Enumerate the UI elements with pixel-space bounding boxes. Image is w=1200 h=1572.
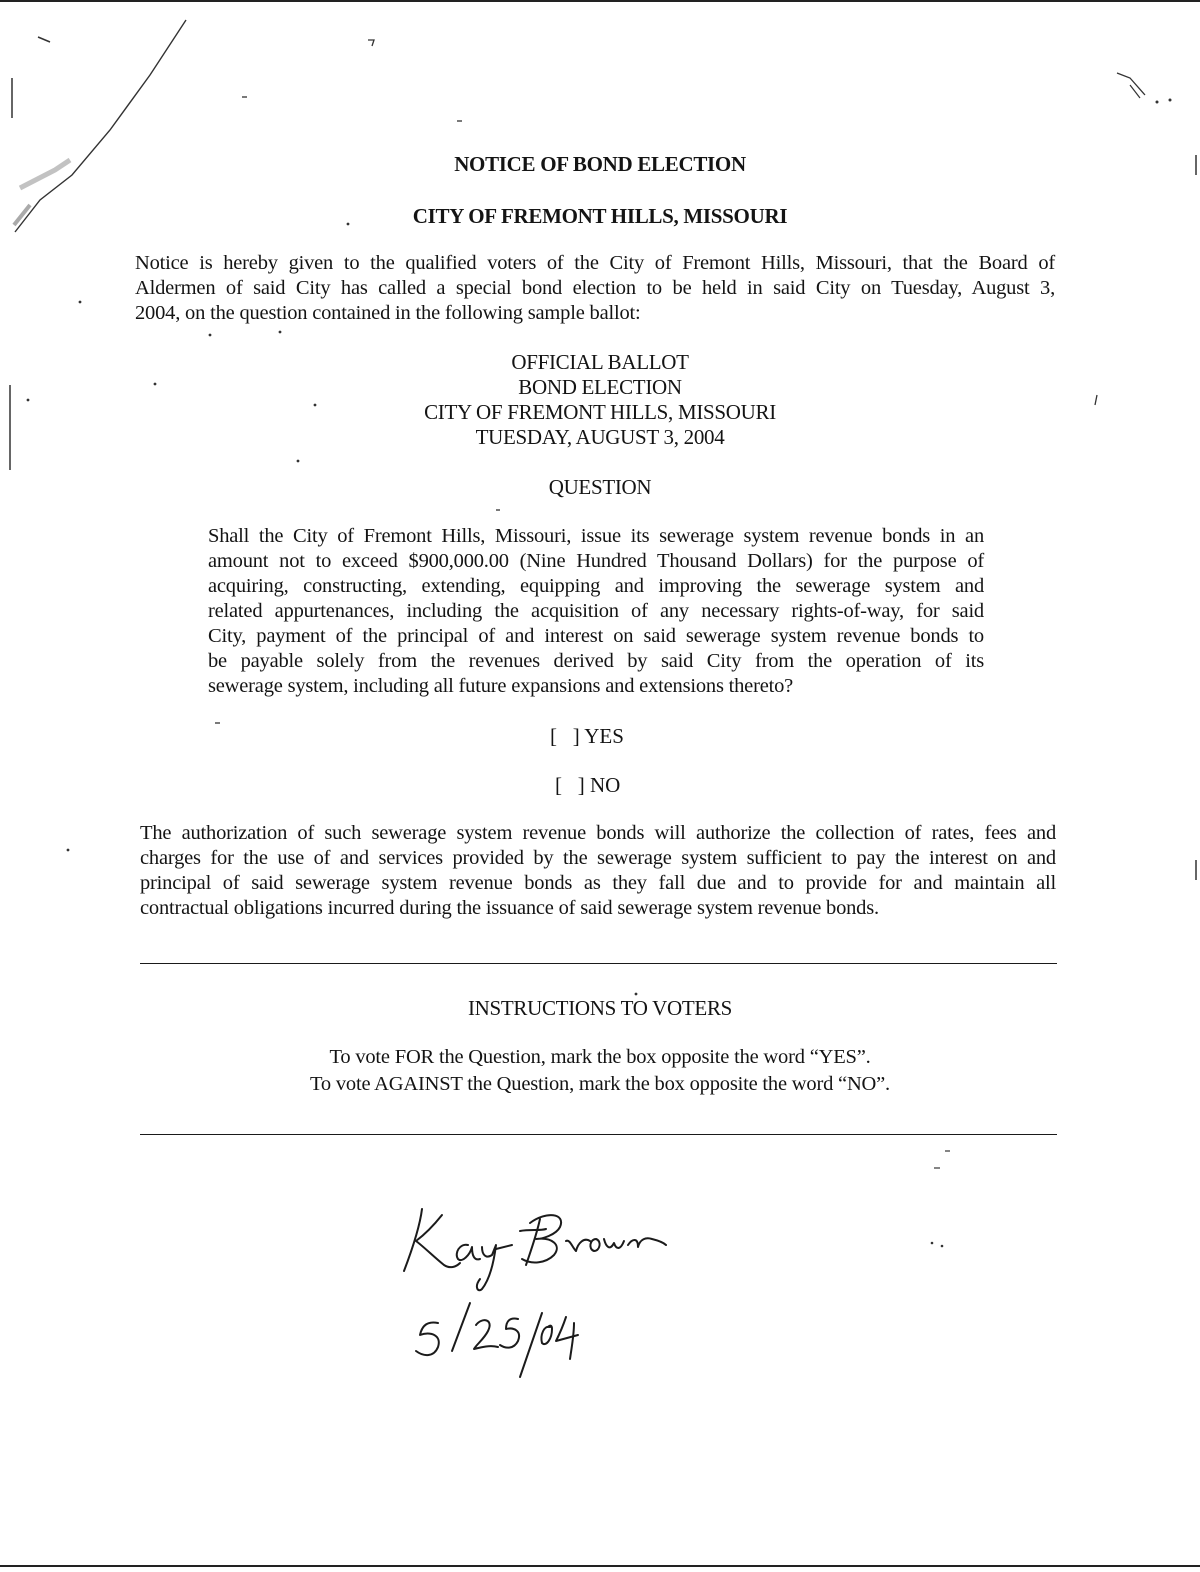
intro-line: 2004, on the question contained in the following sample ballot: — [135, 302, 641, 324]
signature-drawing — [390, 1195, 690, 1395]
instructions-heading: INSTRUCTIONS TO VOTERS — [467, 996, 733, 1020]
question-line: acquiring, constructing, extending, equipping and improving the sewerage system and — [208, 575, 984, 597]
question-line: City, payment of the principal of and interest on said sewerage system revenue bonds to — [208, 625, 984, 647]
authorization-line: contractual obligations incurred during the issuance of said sewerage system revenue bonds. — [140, 897, 879, 919]
question-paragraph — [208, 524, 984, 699]
ballot-header — [0, 350, 1200, 450]
choice-no-label: NO — [590, 773, 621, 797]
authorization-line: charges for the use of and services provided by the sewerage system sufficient to pay the interest on and — [140, 847, 1056, 869]
divider-top — [140, 963, 1057, 964]
intro-paragraph — [135, 251, 1055, 326]
ballot-header-line: BOND ELECTION — [518, 375, 682, 399]
divider-bottom — [140, 1134, 1057, 1135]
choice-yes — [550, 724, 624, 749]
handwritten-signature — [390, 1195, 690, 1400]
checkbox-no: [ ] — [555, 773, 585, 797]
question-line: related appurtenances, including the acquisition of any necessary rights-of-way, for said — [208, 600, 984, 622]
ballot-header-line: TUESDAY, AUGUST 3, 2004 — [475, 425, 725, 449]
question-line: sewerage system, including all future expansions and extensions thereto? — [208, 675, 794, 697]
instruction-line: To vote FOR the Question, mark the box opposite the word “YES”. — [329, 1046, 871, 1068]
intro-line: Aldermen of said City has called a special bond election to be held in said City on Tuesday, August 3, — [135, 277, 1055, 299]
question-line: be payable solely from the revenues derived by said City from the operation of its — [208, 650, 984, 672]
question-line: amount not to exceed $900,000.00 (Nine Hundred Thousand Dollars) for the purpose of — [208, 550, 984, 572]
checkbox-yes: [ ] — [550, 724, 580, 748]
question-line: Shall the City of Fremont Hills, Missouri, issue its sewerage system revenue bonds in an — [208, 525, 984, 547]
intro-line: Notice is hereby given to the qualified voters of the City of Fremont Hills, Missouri, that the Board of — [135, 252, 1055, 274]
ballot-header-line: OFFICIAL BALLOT — [511, 350, 689, 374]
authorization-line: principal of said sewerage system revenue bonds as they fall due and to provide for and maintain all — [140, 872, 1056, 894]
choice-yes-label: YES — [584, 724, 624, 748]
authorization-paragraph — [140, 821, 1056, 921]
choice-no — [555, 773, 620, 798]
notice-title: NOTICE OF BOND ELECTION — [454, 152, 746, 176]
ballot-header-line: CITY OF FREMONT HILLS, MISSOURI — [424, 400, 776, 424]
instruction-line: To vote AGAINST the Question, mark the box opposite the word “NO”. — [310, 1073, 890, 1095]
instructions-body — [0, 1044, 1200, 1098]
city-heading: CITY OF FREMONT HILLS, MISSOURI — [412, 204, 788, 228]
scan-edge-bottom — [0, 1565, 1200, 1567]
question-heading: QUESTION — [548, 475, 652, 499]
authorization-line: The authorization of such sewerage system revenue bonds will authorize the collection of rates, fees and — [140, 822, 1056, 844]
